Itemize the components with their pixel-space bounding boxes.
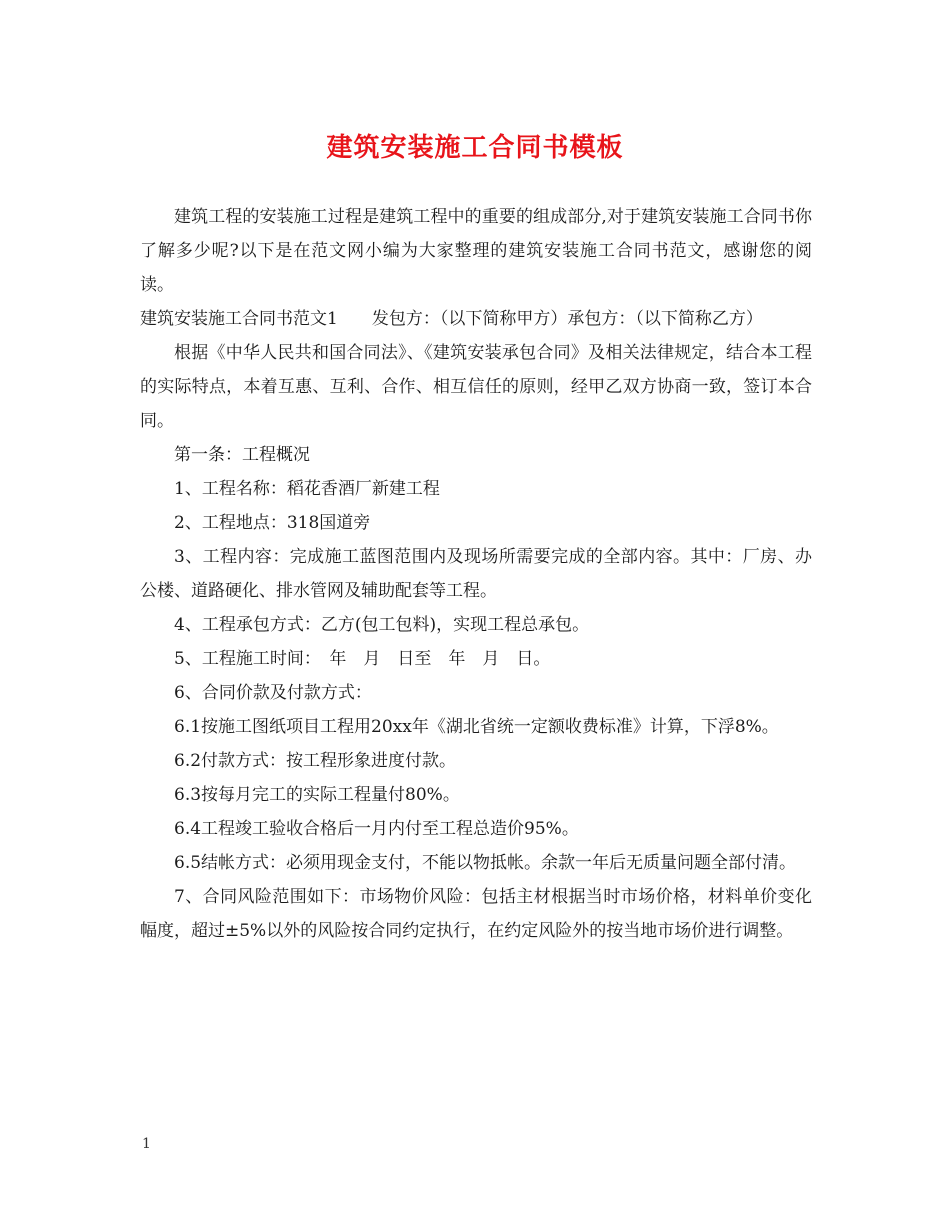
paragraph-contract-method: 4、工程承包方式：乙方(包工包料)，实现工程总承包。 (174, 615, 590, 635)
paragraph-clause-6-3: 6.3按每月完工的实际工程量付80%。 (174, 785, 460, 805)
paragraph-article-one: 第一条：工程概况 (174, 445, 310, 465)
paragraph-clause-6-4: 6.4工程竣工验收合格后一月内付至工程总造价95%。 (174, 819, 579, 839)
document-body (140, 200, 812, 948)
paragraph-parties: 建筑安装施工合同书范文1 发包方：（以下简称甲方）承包方：（以下简称乙方） (140, 309, 763, 329)
paragraph-project-name: 1、工程名称：稻花香酒厂新建工程 (174, 479, 440, 499)
paragraph-construction-time: 5、工程施工时间： 年 月 日至 年 月 日。 (174, 649, 551, 669)
paragraph-clause-6-1: 6.1按施工图纸项目工程用20xx年《湖北省统一定额收费标准》计算，下浮8%。 (174, 717, 779, 737)
paragraph-price-payment: 6、合同价款及付款方式： (174, 683, 372, 703)
paragraph-project-content: 3、工程内容：完成施工蓝图范围内及现场所需要完成的全部内容。其中：厂房、办公楼、道路硬化、排水管网及辅助配套等工程。 (140, 547, 812, 601)
paragraph-basis: 根据《中华人民共和国合同法》、《建筑安装承包合同》及相关法律规定，结合本工程的实际特点，本着互惠、互利、合作、相互信任的原则，经甲乙双方协商一致，签订本合同。 (140, 343, 812, 431)
paragraph-clause-6-5: 6.5结帐方式：必须用现金支付，不能以物抵帐。余款一年后无质量问题全部付清。 (174, 853, 797, 873)
paragraph-risk-scope: 7、合同风险范围如下：市场物价风险：包括主材根据当时市场价格，材料单价变化幅度，超过±5%以外的风险按合同约定执行，在约定风险外的按当地市场价进行调整。 (140, 887, 812, 941)
paragraph-project-location: 2、工程地点：318国道旁 (174, 513, 371, 533)
paragraph-clause-6-2: 6.2付款方式：按工程形象进度付款。 (174, 751, 457, 771)
paragraph-intro: 建筑工程的安装施工过程是建筑工程中的重要的组成部分,对于建筑安装施工合同书你了解多少呢?以下是在范文网小编为大家整理的建筑安装施工合同书范文，感谢您的阅读。 (140, 207, 812, 295)
page-number: 1 (142, 1136, 151, 1152)
document-title: 建筑安装施工合同书模板 (326, 133, 624, 163)
